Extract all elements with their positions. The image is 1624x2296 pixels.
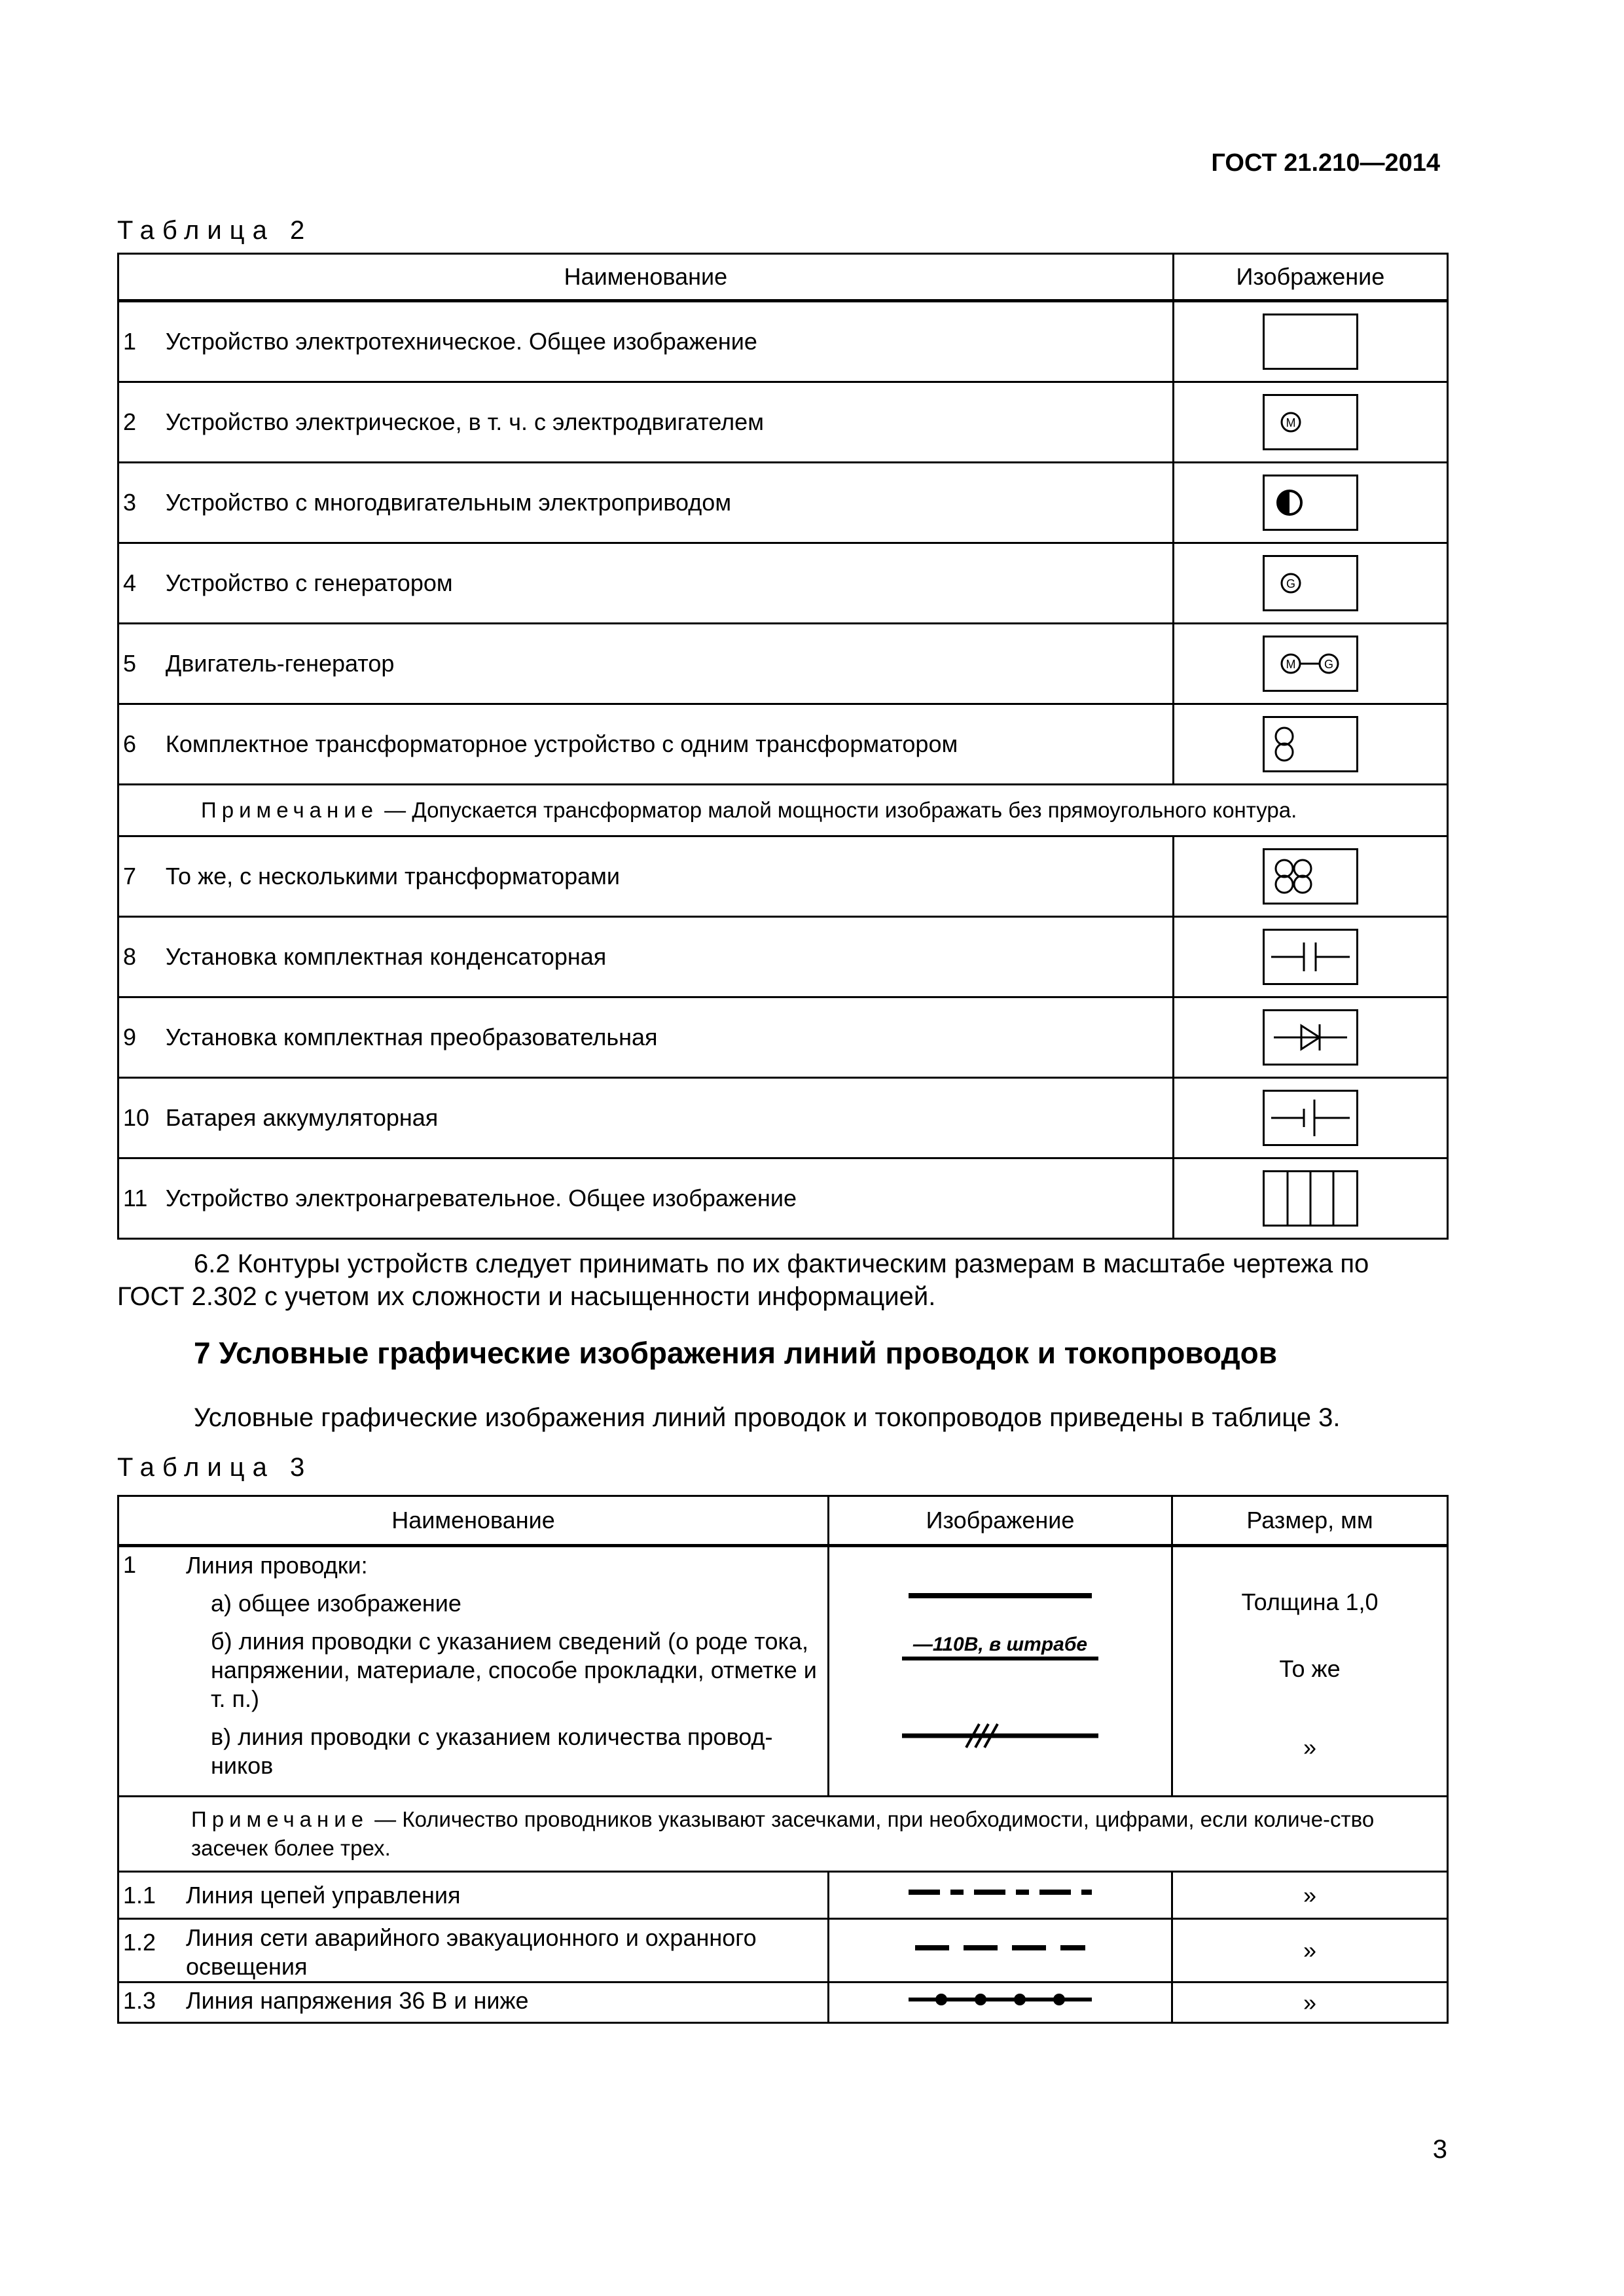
svg-text:M: M <box>1286 416 1296 429</box>
row-name: Линия сети аварийного эвакуационного и охранного освещения <box>186 1919 829 1982</box>
row-size: » <box>1172 1872 1448 1919</box>
motor-symbol-icon <box>1263 394 1358 450</box>
row-name: Линия напряжения 36 В и ниже <box>186 1982 829 2023</box>
table2-col-image: Изображение <box>1173 254 1447 301</box>
table-row <box>118 1078 1448 1158</box>
table3-col-size: Размер, мм <box>1172 1496 1448 1546</box>
multi-transformer-icon <box>1263 848 1358 905</box>
control-line-icon <box>895 1873 1105 1912</box>
section-intro: Условные графические изображения линий проводок и токопроводов приведены в таблице 3. <box>194 1403 1341 1432</box>
table2-caption: Таблица 2 <box>117 216 313 245</box>
generator-symbol-icon <box>1263 555 1358 611</box>
table-row <box>118 463 1448 543</box>
note-label: Примечание <box>201 798 379 822</box>
table2-col-name: Наименование <box>118 254 1174 301</box>
row-size: » <box>1172 1919 1448 1982</box>
table-row <box>118 624 1448 704</box>
row-b-text: б) линия проводки с указанием сведений (о роде тока, напряжении, материале, способе прокладки, отметке и т. п.) <box>211 1628 817 1712</box>
table-row <box>118 1919 1448 1982</box>
heater-icon <box>1263 1170 1358 1227</box>
row-num: 1 <box>118 301 166 382</box>
row-name: То же, с несколькими трансформаторами <box>166 836 1173 917</box>
note-text: — Количество проводников указывают засечками, при необходимости, цифрами, если количе-ство засечек более трех. <box>191 1807 1375 1860</box>
table3-col-name: Наименование <box>118 1496 829 1546</box>
row-title: Линия проводки: <box>186 1552 368 1579</box>
row-num: 3 <box>118 463 166 543</box>
row-name: Устройство с генератором <box>166 543 1173 624</box>
svg-text:G: G <box>1286 577 1295 590</box>
table3-note <box>118 1797 1448 1872</box>
row-name: Комплектное трансформаторное устройство с одним трансформатором <box>166 704 1173 785</box>
diode-icon <box>1263 1009 1358 1066</box>
table-row <box>118 301 1448 382</box>
row-num: 1.1 <box>118 1872 187 1919</box>
row-num: 8 <box>118 917 166 997</box>
row-name: Устройство электрическое, в т. ч. с электродвигателем <box>166 382 1173 463</box>
wiring-label-text: —110В, в штрабе <box>912 1634 1088 1655</box>
table-row <box>118 997 1448 1078</box>
table-row <box>118 704 1448 785</box>
emergency-light-line-icon <box>895 1928 1105 1967</box>
section-heading: 7 Условные графические изображения линий проводок и токопроводов <box>194 1336 1278 1370</box>
svg-text:G: G <box>1324 658 1333 671</box>
row-num: 10 <box>118 1078 166 1158</box>
row-name: Двигатель-генератор <box>166 624 1173 704</box>
para-6-2-line2: ГОСТ 2.302 с учетом их сложности и насыщенности информацией. <box>117 1282 936 1311</box>
note-text: — Допускается трансформатор малой мощности изображать без прямоугольного контура. <box>378 798 1297 822</box>
row-size: » <box>1172 1982 1448 2023</box>
note-label: Примечание <box>191 1807 369 1831</box>
row-a-text: а) общее изображение <box>211 1590 461 1617</box>
wiring-line-samples <box>895 1593 1105 1789</box>
table-row <box>118 917 1448 997</box>
table-row <box>118 1158 1448 1239</box>
transformer-icon <box>1263 716 1358 772</box>
table3-caption: Таблица 3 <box>117 1453 313 1482</box>
row-num: 5 <box>118 624 166 704</box>
table-row <box>118 1982 1448 2023</box>
table-row <box>118 382 1448 463</box>
half-filled-circle-icon <box>1263 475 1358 531</box>
row-name: Устройство с многодвигательным электроприводом <box>166 463 1173 543</box>
para-6-2-line1: 6.2 Контуры устройств следует принимать по их фактическим размерам в масштабе чертежа по <box>194 1249 1369 1278</box>
empty-box-icon <box>1263 314 1358 370</box>
row-num: 1 <box>118 1546 187 1797</box>
size-a: Толщина 1,0 <box>1241 1588 1379 1615</box>
size-b: То же <box>1279 1655 1341 1682</box>
table2-note <box>118 785 1448 836</box>
table3-col-image: Изображение <box>829 1496 1172 1546</box>
table-row <box>118 1872 1448 1919</box>
svg-text:M: M <box>1286 658 1296 671</box>
row-num: 1.3 <box>118 1982 187 2023</box>
row-num: 6 <box>118 704 166 785</box>
row-c-text: в) линия проводки с указанием количества провод-ников <box>211 1723 773 1779</box>
row-num: 7 <box>118 836 166 917</box>
row-name: Устройство электротехническое. Общее изображение <box>166 301 1173 382</box>
row-num: 11 <box>118 1158 166 1239</box>
page-number: 3 <box>1432 2135 1447 2164</box>
row-num: 1.2 <box>118 1919 187 1982</box>
row-num: 9 <box>118 997 166 1078</box>
table-row <box>118 836 1448 917</box>
table-row <box>118 1546 1448 1797</box>
size-c: » <box>1303 1734 1317 1761</box>
capacitor-icon <box>1263 929 1358 985</box>
table2 <box>117 253 1449 1240</box>
row-name: Устройство электронагревательное. Общее изображение <box>166 1158 1173 1239</box>
row-name: Установка комплектная конденсаторная <box>166 917 1173 997</box>
table3 <box>117 1495 1449 2024</box>
row-num: 4 <box>118 543 166 624</box>
row-name: Линия цепей управления <box>186 1872 829 1919</box>
document-id: ГОСТ 21.210—2014 <box>1211 149 1440 177</box>
motor-generator-icon <box>1263 636 1358 692</box>
low-voltage-line-icon <box>895 1983 1105 2016</box>
battery-icon <box>1263 1090 1358 1146</box>
row-num: 2 <box>118 382 166 463</box>
row-name: Батарея аккумуляторная <box>166 1078 1173 1158</box>
row-name: Установка комплектная преобразовательная <box>166 997 1173 1078</box>
table-row <box>118 543 1448 624</box>
